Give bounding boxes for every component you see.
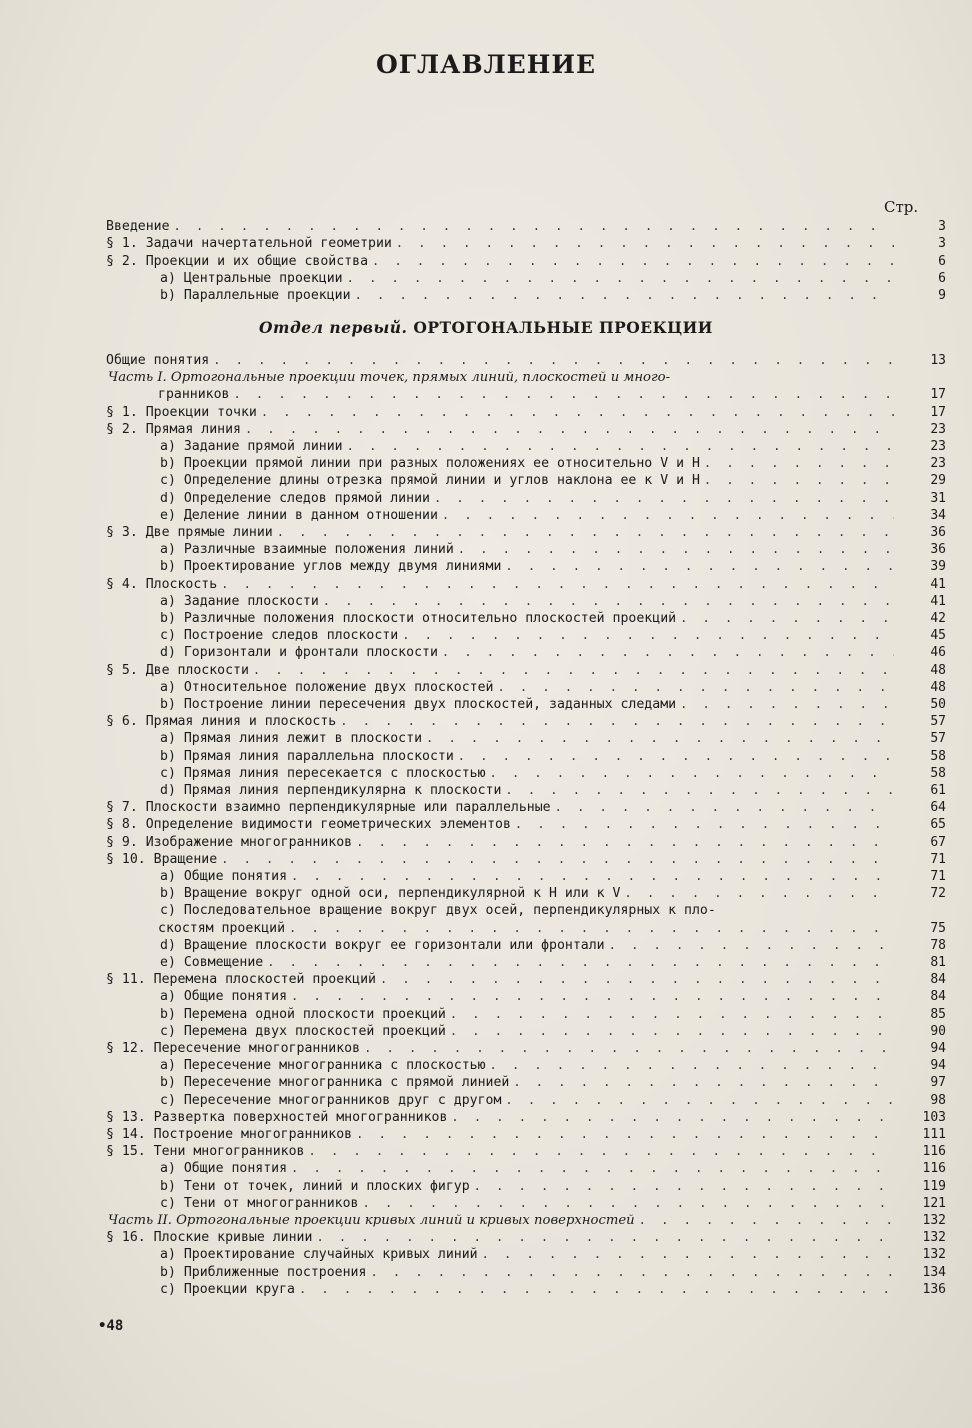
- toc-entry-page: 94: [930, 1058, 946, 1074]
- toc-entry-title: b) Вращение вокруг одной оси, перпендикулярной к H или к V: [160, 886, 621, 902]
- toc-entry-page: 81: [930, 955, 946, 970]
- toc-entry: [160, 1092, 946, 1109]
- dot-leader: [490, 1057, 894, 1074]
- toc-entry-title: b) Различные положения плоскости относительно плоскостей проекций: [160, 611, 677, 626]
- toc-entry-title: § 9. Изображение многогранников: [106, 834, 353, 850]
- dot-leader: [233, 386, 894, 403]
- dot-leader: [442, 644, 894, 661]
- dot-leader: [277, 524, 894, 541]
- toc-entry-title: b) Построение линии пересечения двух плоскостей, заданных следами: [160, 697, 677, 712]
- toc-entry-page: 65: [930, 817, 946, 833]
- dot-leader: [442, 507, 894, 524]
- dot-leader: [289, 920, 894, 937]
- toc-entry: [106, 816, 946, 833]
- dot-leader: [245, 421, 894, 438]
- toc-entry-title: Общие понятия: [106, 353, 210, 368]
- toc-entry-title: b) Приближенные построения: [160, 1264, 367, 1280]
- toc-entry: [106, 253, 946, 270]
- toc-entry-title: a) Общие понятия: [160, 989, 288, 1005]
- toc-entry: [106, 524, 946, 541]
- toc-entry-page: 61: [930, 783, 946, 798]
- dot-leader: [213, 352, 894, 369]
- toc-entry-title: § 10. Вращение: [106, 851, 218, 867]
- toc-entry-title: b) Проектирование углов между двумя линиями: [160, 559, 502, 575]
- page-title: ОГЛАВЛЕНИЕ: [375, 50, 597, 79]
- toc-entry: [106, 421, 946, 438]
- dot-leader: [291, 1160, 894, 1177]
- toc-entry: [160, 1074, 946, 1091]
- dot-leader: [380, 971, 894, 988]
- toc-entry-title: § 6. Прямая линия и плоскость: [106, 714, 337, 730]
- dot-leader: [474, 1178, 894, 1195]
- section-heading: [0, 318, 972, 337]
- section-prefix: Отдел первый.: [259, 318, 408, 337]
- toc-entry-title: Часть I. Ортогональные проекции точек, прямых линий, плоскостей и много-: [108, 370, 671, 386]
- toc-entry: [106, 1126, 946, 1143]
- toc-entry: [160, 868, 946, 885]
- toc-entry: [106, 799, 946, 816]
- dot-leader: [261, 404, 894, 421]
- dot-leader: [704, 455, 894, 472]
- dot-leader: [625, 885, 895, 902]
- toc-entry-title: c) Определение длины отрезка прямой линии и углов наклона ее к V и H: [160, 473, 700, 489]
- toc-entry-page: 9: [938, 288, 946, 304]
- toc-entry-page: 64: [930, 800, 946, 816]
- toc-entry-title: b) Прямая линия параллельна плоскости: [160, 748, 454, 764]
- toc-entry-page: 17: [930, 387, 946, 403]
- toc-entry-title: § 15. Тени многогранников: [106, 1144, 305, 1160]
- toc-entry-page: 134: [922, 1264, 946, 1280]
- toc-entry-page: 132: [922, 1230, 946, 1246]
- toc-entry: [106, 834, 946, 851]
- toc-entry: [160, 885, 946, 902]
- toc-entry: [160, 1195, 946, 1212]
- toc-entry-title: a) Задание плоскости: [160, 593, 319, 609]
- toc-entry: [160, 696, 946, 713]
- toc-entry: [106, 576, 946, 593]
- toc-entry-page: 48: [930, 662, 946, 678]
- toc-entry: [106, 352, 946, 369]
- dot-leader: [396, 235, 894, 252]
- toc-entry-page: 17: [930, 404, 946, 420]
- dot-leader: [451, 1109, 894, 1126]
- dot-leader: [505, 1092, 894, 1109]
- dot-leader: [372, 253, 894, 270]
- toc-entry-title: скостям проекций: [158, 920, 286, 936]
- dot-leader: [505, 782, 894, 799]
- toc-entry-page: 13: [930, 353, 946, 368]
- toc-entry: [106, 971, 946, 988]
- toc-entry-page: 41: [930, 576, 946, 592]
- toc-entry: [108, 1212, 946, 1229]
- dot-leader: [402, 627, 894, 644]
- toc-entry: [160, 730, 946, 747]
- toc-entry: [160, 765, 946, 782]
- toc-entry-page: 42: [930, 611, 946, 626]
- dot-leader: [291, 868, 894, 885]
- dot-leader: [458, 541, 894, 558]
- toc-entry-title: § 8. Определение видимости геометрических элементов: [106, 817, 511, 833]
- toc-entry: [160, 679, 946, 696]
- toc-entry-title: a) Задание прямой линии: [160, 439, 343, 454]
- dot-leader: [680, 610, 894, 627]
- dot-leader: [355, 287, 894, 304]
- toc-entry-page: 121: [922, 1195, 946, 1211]
- toc-entry: [160, 1023, 946, 1040]
- toc-entry-page: 111: [922, 1127, 946, 1142]
- toc-entry-title: c) Последовательное вращение вокруг двух осей, перпендикулярных к пло-: [160, 903, 716, 919]
- toc-entry: [160, 490, 946, 507]
- toc-entry-page: 23: [930, 421, 946, 437]
- toc-entry-page: 84: [930, 989, 946, 1005]
- toc-entry-page: 6: [938, 270, 946, 286]
- toc-entry: [160, 627, 946, 644]
- toc-entry-page: 67: [930, 834, 946, 850]
- toc-entry: [106, 1040, 946, 1057]
- dot-leader: [513, 1074, 894, 1091]
- toc-entry-title: § 2. Проекции и их общие свойства: [106, 253, 369, 269]
- toc-entry-page: 75: [930, 920, 946, 936]
- dot-leader: [309, 1143, 895, 1160]
- toc-entry-title: § 1. Задачи начертательной геометрии: [106, 236, 392, 252]
- toc-entry-page: 132: [922, 1213, 946, 1228]
- toc-entry: [160, 455, 946, 472]
- toc-entry-page: 136: [922, 1281, 946, 1297]
- toc-entry-page: 72: [930, 886, 946, 902]
- toc-entry: [160, 988, 946, 1005]
- toc-entry-page: 90: [930, 1023, 946, 1039]
- dot-leader: [680, 696, 894, 713]
- toc-entry: [160, 558, 946, 575]
- dot-leader: [363, 1195, 895, 1212]
- toc-entry-page: 58: [930, 765, 946, 781]
- toc-entry-title: d) Определение следов прямой линии: [160, 490, 430, 506]
- dot-leader: [267, 954, 894, 971]
- toc-entry: [160, 270, 946, 287]
- toc-entry-page: 48: [930, 679, 946, 695]
- toc-entry-page: 71: [930, 869, 946, 884]
- toc-entry-page: 57: [930, 731, 946, 747]
- toc-entry-title: d) Горизонтали и фронтали плоскости: [160, 645, 438, 661]
- dot-leader: [458, 748, 894, 765]
- toc-entry: [160, 902, 898, 919]
- toc-entry: [160, 287, 946, 304]
- page-column-label: Стр.: [884, 198, 919, 216]
- dot-leader: [370, 1264, 894, 1281]
- toc-entry-page: 98: [930, 1092, 946, 1108]
- toc-entry-title: a) Центральные проекции: [160, 270, 343, 286]
- toc-entry-title: c) Построение следов плоскости: [160, 628, 399, 644]
- section-title-text: ОРТОГОНАЛЬНЫЕ ПРОЕКЦИИ: [413, 318, 713, 337]
- dot-leader: [323, 593, 894, 610]
- toc-entry-page: 39: [930, 559, 946, 575]
- toc-entry-page: 116: [922, 1161, 946, 1177]
- dot-leader: [174, 218, 894, 235]
- toc-entry: [106, 1229, 946, 1246]
- toc-entry-page: 50: [930, 697, 946, 712]
- toc-entry-title: § 4. Плоскость: [106, 576, 218, 592]
- toc-entry-title: e) Совмещение: [160, 955, 264, 970]
- toc-entry-page: 57: [930, 714, 946, 730]
- toc-entry-title: a) Относительное положение двух плоскостей: [160, 679, 494, 695]
- dot-leader: [450, 1006, 894, 1023]
- toc-entry: [160, 1006, 946, 1023]
- dot-leader: [497, 679, 894, 696]
- toc-entry-title: a) Проектирование случайных кривых линий: [160, 1247, 478, 1263]
- toc-entry-page: 119: [922, 1178, 946, 1194]
- toc-entry: [160, 438, 946, 455]
- dot-leader: [253, 662, 894, 679]
- toc-entry-title: c) Прямая линия пересекается с плоскостью: [160, 765, 486, 781]
- toc-entry: [160, 507, 946, 524]
- toc-entry: [106, 404, 946, 421]
- dot-leader: [515, 816, 894, 833]
- dot-leader: [426, 730, 894, 747]
- toc-entry: [106, 713, 946, 730]
- toc-entry: [160, 593, 946, 610]
- toc-entry-title: § 12. Пересечение многогранников: [106, 1041, 361, 1056]
- toc-entry-page: 36: [930, 525, 946, 540]
- page-number: •48: [98, 1318, 124, 1334]
- toc-entry-page: 94: [930, 1041, 946, 1056]
- toc-entry-page: 3: [938, 219, 946, 234]
- toc-entry-title: § 7. Плоскости взаимно перпендикулярные или параллельные: [106, 800, 551, 816]
- toc-entry-title: e) Деление линии в данном отношении: [160, 507, 438, 523]
- toc-entry: [160, 937, 946, 954]
- toc-entry-title: § 13. Развертка поверхностей многогранников: [106, 1109, 448, 1125]
- toc-entry-title: b) Пересечение многогранника с прямой линией: [160, 1075, 510, 1091]
- toc-entry-page: 45: [930, 628, 946, 644]
- toc-entry: [160, 1281, 946, 1298]
- toc-entry: [106, 662, 946, 679]
- dot-leader: [555, 799, 894, 816]
- toc-entry: [106, 218, 946, 235]
- toc-entry: [160, 1057, 946, 1074]
- toc-entry-page: 97: [930, 1075, 946, 1091]
- toc-entry-page: 116: [922, 1144, 946, 1160]
- toc-entry-title: b) Проекции прямой линии при разных положениях ее относительно V и H: [160, 456, 700, 472]
- toc-entry-title: § 14. Построение многогранников: [106, 1127, 353, 1142]
- dot-leader: [609, 937, 894, 954]
- dot-leader: [450, 1023, 894, 1040]
- dot-leader: [434, 490, 894, 507]
- toc-entry-title: b) Перемена одной плоскости проекций: [160, 1006, 446, 1022]
- dot-leader: [482, 1246, 894, 1263]
- toc-entry-title: § 16. Плоские кривые линии: [106, 1230, 313, 1246]
- toc-entry-title: b) Параллельные проекции: [160, 288, 351, 304]
- toc-entry-page: 23: [930, 439, 946, 454]
- toc-entry-page: 46: [930, 645, 946, 661]
- toc-entry: [108, 369, 898, 386]
- dot-leader: [347, 438, 894, 455]
- toc-entry-page: 58: [930, 748, 946, 764]
- toc-entry-title: c) Перемена двух плоскостей проекций: [160, 1023, 446, 1039]
- toc-entry: [106, 1109, 946, 1126]
- dot-leader: [704, 472, 894, 489]
- toc-entry-title: b) Тени от точек, линий и плоских фигур: [160, 1178, 470, 1194]
- toc-entry: [160, 1246, 946, 1263]
- toc-entry-title: § 2. Прямая линия: [106, 421, 241, 437]
- dot-leader: [299, 1281, 894, 1298]
- toc-entry: [160, 1264, 946, 1281]
- toc-entry-page: 41: [930, 593, 946, 609]
- dot-leader: [221, 576, 894, 593]
- dot-leader: [364, 1040, 894, 1057]
- toc-entry-page: 36: [930, 542, 946, 558]
- dot-leader: [316, 1229, 894, 1246]
- toc-entry-page: 3: [938, 236, 946, 252]
- toc-entry-page: 78: [930, 937, 946, 953]
- dot-leader: [490, 765, 894, 782]
- toc-entry-page: 132: [922, 1247, 946, 1263]
- toc-entry: [160, 748, 946, 765]
- toc-entry-title: c) Проекции круга: [160, 1281, 295, 1297]
- toc-entry: [158, 386, 946, 403]
- toc-entry-title: d) Вращение плоскости вокруг ее горизонтали или фронтали: [160, 937, 605, 953]
- toc-entry-page: 29: [930, 473, 946, 489]
- toc-entry-page: 6: [938, 253, 946, 269]
- toc-entry: [106, 235, 946, 252]
- toc-entry-title: Введение: [106, 219, 170, 234]
- toc-entry-title: гранников: [158, 387, 230, 403]
- dot-leader: [356, 1126, 894, 1143]
- dot-leader: [639, 1212, 894, 1229]
- dot-leader: [291, 988, 894, 1005]
- toc-entry-page: 84: [930, 972, 946, 988]
- toc-entry-title: a) Прямая линия лежит в плоскости: [160, 731, 423, 747]
- toc-entry-page: 85: [930, 1006, 946, 1022]
- toc-entry: [158, 920, 946, 937]
- toc-entry: [160, 1160, 946, 1177]
- toc-entry: [160, 610, 946, 627]
- dot-leader: [505, 558, 894, 575]
- toc-entry-title: Часть II. Ортогональные проекции кривых линий и кривых поверхностей: [108, 1213, 635, 1228]
- toc-entry-page: 23: [930, 456, 946, 472]
- toc-entry-title: a) Различные взаимные положения линий: [160, 542, 454, 558]
- toc-entry-page: 103: [922, 1109, 946, 1125]
- toc-entry-title: § 5. Две плоскости: [106, 662, 249, 678]
- toc-entry: [160, 541, 946, 558]
- toc-entry-title: c) Тени от многогранников: [160, 1195, 359, 1211]
- dot-leader: [347, 270, 894, 287]
- toc-entry-title: a) Пересечение многогранника с плоскостью: [160, 1058, 486, 1074]
- dot-leader: [340, 713, 894, 730]
- toc-entry-title: a) Общие понятия: [160, 1161, 288, 1177]
- toc-entry-title: § 1. Проекции точки: [106, 404, 257, 420]
- dot-leader: [221, 851, 894, 868]
- toc-entry: [106, 851, 946, 868]
- toc-entry-title: a) Общие понятия: [160, 869, 288, 884]
- toc-entry-page: 31: [930, 490, 946, 506]
- toc-entry-page: 34: [930, 507, 946, 523]
- toc-entry-title: § 11. Перемена плоскостей проекций: [106, 972, 376, 988]
- toc-entry-title: d) Прямая линия перпендикулярна к плоскости: [160, 783, 502, 798]
- toc-entry: [160, 954, 946, 971]
- toc-entry: [160, 782, 946, 799]
- toc-entry: [160, 472, 946, 489]
- toc-entry-title: c) Пересечение многогранников друг с другом: [160, 1092, 502, 1108]
- toc-entry: [160, 1178, 946, 1195]
- toc-entry: [106, 1143, 946, 1160]
- toc-entry-title: § 3. Две прямые линии: [106, 525, 273, 540]
- toc-entry-page: 71: [930, 851, 946, 867]
- dot-leader: [356, 834, 894, 851]
- toc-entry: [160, 644, 946, 661]
